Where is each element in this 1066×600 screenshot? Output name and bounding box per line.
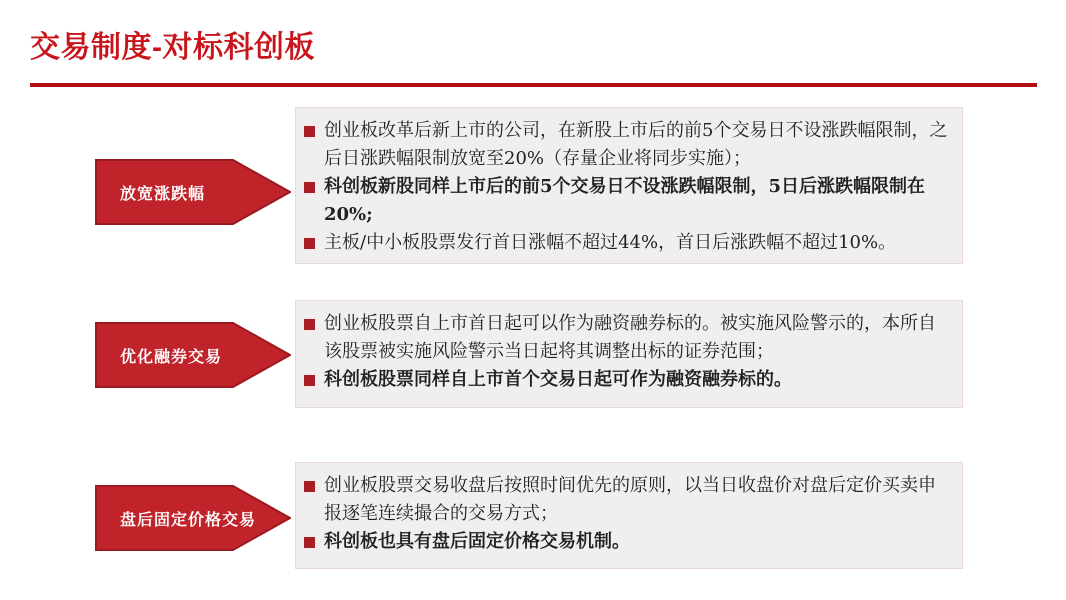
page-title: 交易制度-对标科创板 [30,31,315,64]
arrow-label-price-limit [95,159,291,225]
bullet-item [304,366,950,394]
arrow-label-text: 放宽涨跌幅 [120,183,206,203]
square-bullet-icon [304,238,315,249]
arrow-label-after-hours-trading [95,485,291,551]
square-bullet-icon [304,126,315,137]
arrow-label-margin-trading [95,322,291,388]
content-box-price-limit [295,107,963,264]
bullet-text: 科创板股票同样自上市首个交易日起可作为融资融券标的。 [324,369,792,390]
bullet-item [304,229,950,257]
square-bullet-icon [304,375,315,386]
bullet-item [304,117,950,173]
bullet-item [304,528,950,556]
square-bullet-icon [304,182,315,193]
bullet-text: 创业板改革后新上市的公司，在新股上市后的前5个交易日不设涨跌幅限制，之后日涨跌幅限制放宽至20%（存量企业将同步实施）； [324,120,948,169]
square-bullet-icon [304,319,315,330]
bullet-item [304,173,950,229]
bullet-text: 科创板新股同样上市后的前5个交易日不设涨跌幅限制，5日后涨跌幅限制在20%; [324,176,926,225]
content-box-after-hours-trading [295,462,963,569]
content-box-margin-trading [295,300,963,408]
title-divider [30,83,1037,87]
bullet-item [304,472,950,528]
square-bullet-icon [304,481,315,492]
arrow-label-text: 盘后固定价格交易 [120,509,257,529]
arrow-label-text: 优化融券交易 [120,346,223,366]
bullet-text: 科创板也具有盘后固定价格交易机制。 [324,531,630,552]
square-bullet-icon [304,537,315,548]
bullet-text: 创业板股票自上市首日起可以作为融资融券标的。被实施风险警示的，本所自该股票被实施风险警示当日起将其调整出标的证券范围； [324,313,936,362]
bullet-item [304,310,950,366]
bullet-text: 主板/中小板股票发行首日涨幅不超过44%，首日后涨跌幅不超过10%。 [324,232,897,253]
bullet-text: 创业板股票交易收盘后按照时间优先的原则，以当日收盘价对盘后定价买卖申报逐笔连续撮合的交易方式； [324,475,936,524]
